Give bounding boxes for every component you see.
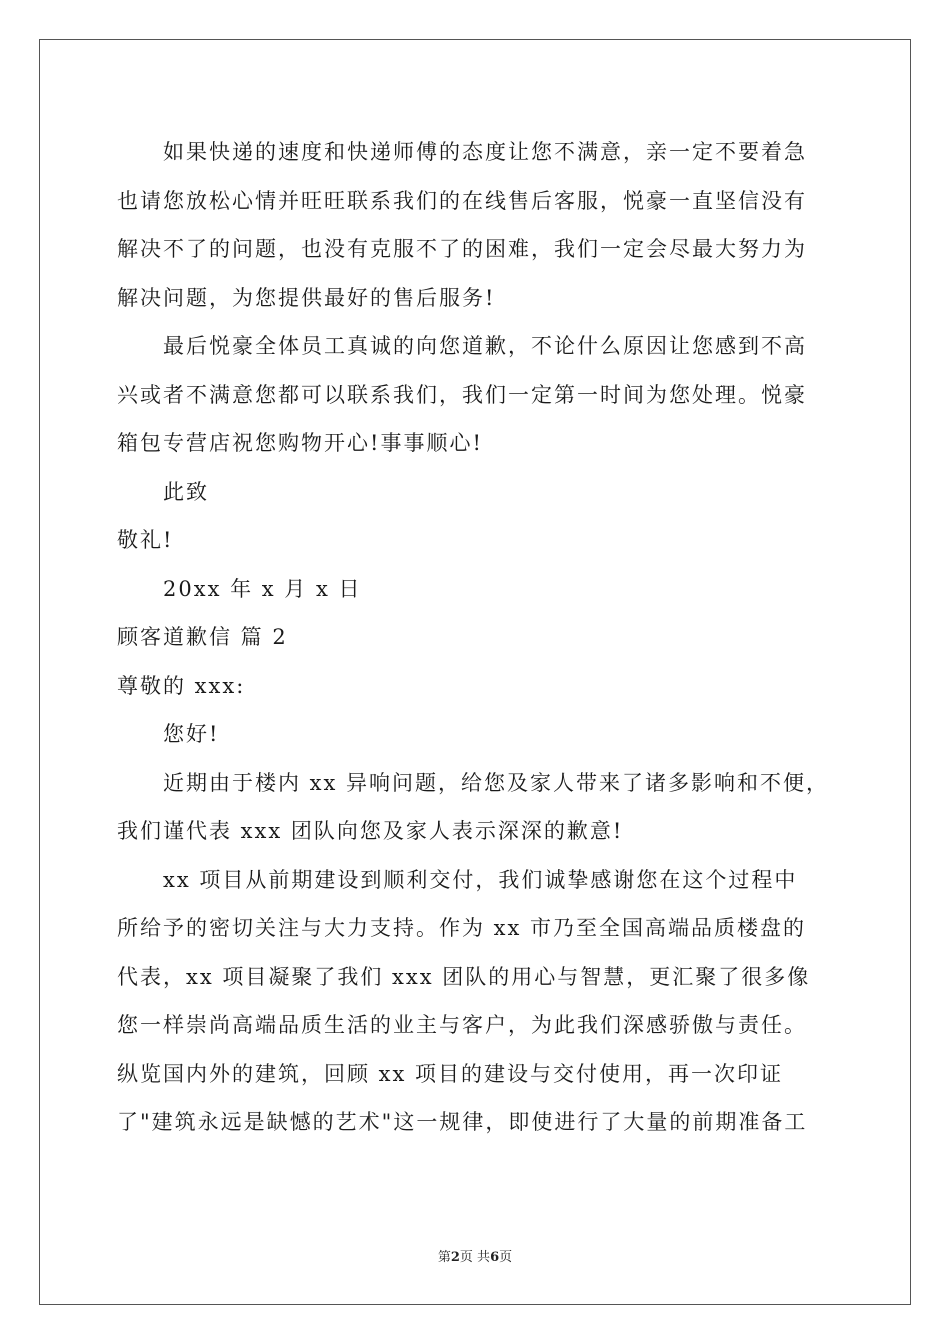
page-prefix: 第 bbox=[437, 1250, 451, 1265]
greeting-line: 尊敬的 xxx: bbox=[117, 673, 246, 698]
paragraph-line: 纵览国内外的建筑，回顾 xx 项目的建设与交付使用，再一次印证 bbox=[117, 1061, 784, 1086]
paragraph-line: 箱包专营店祝您购物开心!事事顺心! bbox=[117, 431, 483, 455]
paragraph-line: xx 项目从前期建设到顺利交付，我们诚挚感谢您在这个过程中 bbox=[163, 867, 798, 892]
paragraph-line: 解决问题，为您提供最好的售后服务! bbox=[117, 285, 496, 310]
page-suffix: 页 bbox=[499, 1250, 513, 1265]
document-body bbox=[117, 128, 837, 1147]
paragraph-line: 最后悦豪全体员工真诚的向您道歉，不论什么原因让您感到不高 bbox=[163, 334, 807, 358]
paragraph-line: 代表，xx 项目凝聚了我们 xxx 团队的用心与智慧，更汇聚了很多像 bbox=[117, 964, 811, 989]
greeting-line: 您好! bbox=[163, 722, 220, 746]
paragraph-line: 您一样崇尚高端品质生活的业主与客户，为此我们深感骄傲与责任。 bbox=[117, 1013, 807, 1037]
date-line: 20xx 年 x 月 x 日 bbox=[163, 576, 362, 601]
paragraph-line: 了"建筑永远是缺憾的艺术"这一规律，即使进行了大量的前期准备工 bbox=[117, 1110, 808, 1134]
paragraph-line: 我们谨代表 xxx 团队向您及家人表示深深的歉意! bbox=[117, 819, 624, 843]
paragraph-line: 解决不了的问题，也没有克服不了的困难，我们一定会尽最大努力为 bbox=[117, 237, 807, 261]
paragraph-line: 兴或者不满意您都可以联系我们，我们一定第一时间为您处理。悦豪 bbox=[117, 382, 807, 407]
paragraph-line: 如果快递的速度和快递师傅的态度让您不满意，亲一定不要着急 bbox=[163, 140, 807, 164]
salutation-line: 敬礼! bbox=[117, 528, 174, 552]
total-page-number: 6 bbox=[490, 1250, 500, 1265]
page-mid: 页 共 bbox=[459, 1250, 491, 1265]
closing-line: 此致 bbox=[163, 479, 209, 504]
page-number-footer bbox=[0, 1246, 950, 1265]
paragraph-line: 也请您放松心情并旺旺联系我们的在线售后客服，悦豪一直坚信没有 bbox=[117, 188, 807, 213]
paragraph-line: 近期由于楼内 xx 异响问题，给您及家人带来了诸多影响和不便， bbox=[163, 770, 830, 795]
section-heading: 顾客道歉信 篇 2 bbox=[117, 625, 288, 649]
paragraph-line: 所给予的密切关注与大力支持。作为 xx 市乃至全国高端品质楼盘的 bbox=[117, 916, 807, 940]
current-page-number: 2 bbox=[450, 1250, 460, 1265]
